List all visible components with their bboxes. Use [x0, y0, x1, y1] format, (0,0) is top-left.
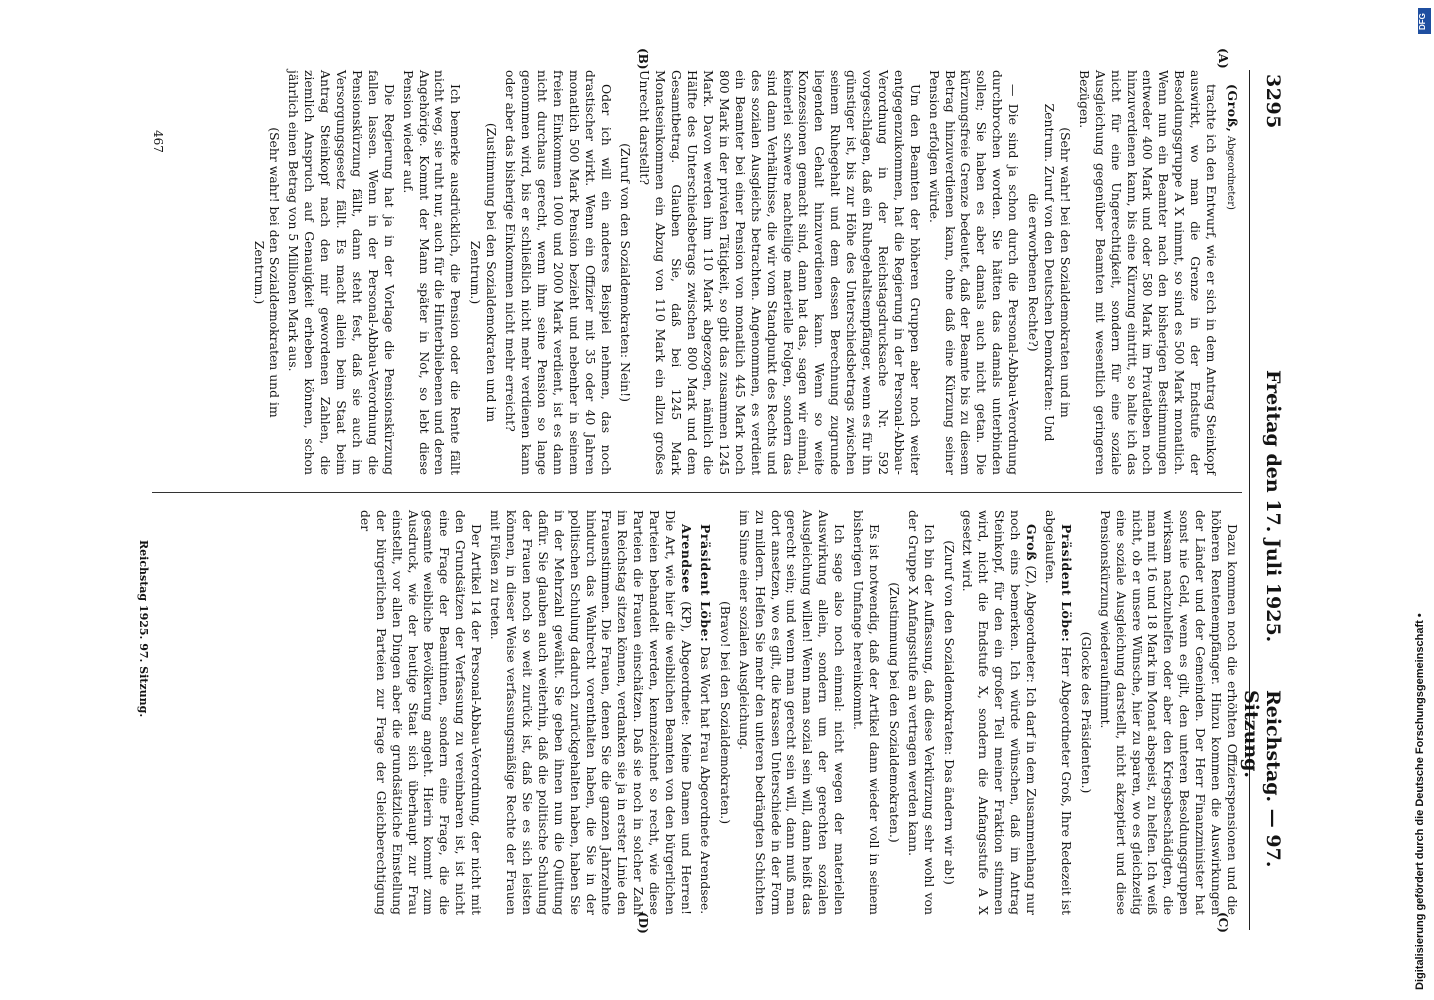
- interjection-text: (Zustimmung bei den Sozialdemokraten.): [886, 582, 902, 843]
- first-column: [247, 70, 1240, 475]
- speaker-paragraph: [487, 510, 694, 915]
- footer-source: Reichstag 1925. 97. Sitzung.: [137, 540, 150, 718]
- paragraph: Ich bin der Auffassung, daß diese Verkürzung sehr wohl von der Gruppe X Anfangsstufe an vertragen werden kann.: [905, 510, 937, 915]
- interjection: [618, 100, 634, 445]
- interjection: [886, 540, 902, 885]
- speech-text: (KP), Abgeordnete: Meine Damen und Herren! Die Art, wie hier die weiblichen Beamten von den bürgerlichen Parteien behandelt werden, kennzeichnet so recht, wie diese Parteien die Frauen einschätzen. Daß sie noch in solcher Zahl im Reichstag sitzen können, verdanken sie ja in erster Linie den Frauenstimmen. Die Frauen, denen Sie die ganzen Jahrzehnte hindurch das Wahlrecht vorenthalten haben, die Sie in der politischen Schulung dadurch zurückgehalten haben, haben Sie in der Mehrzahl gewählt. Sie geben ihnen nun die Quittung dafür. Sie glauben auch weiterhin, daß die politische Schulung der Frauen noch so weit zurück ist, daß Sie es sich leisten können, in dieser Weise verfassungsmäßige Rechte der Frauen mit Füßen zu treten.: [488, 510, 694, 915]
- paragraph: Dazu kommen noch die erhöhten Offizierspensionen und die höheren Rentenempfänger. Hinzu kommen die Auswirkungen der Länder und der Gemeinden. Der Herr Finanzminister hat sonst nie Geld, wenn es gilt, den unteren Besoldungsgruppen wirksam nachzuhelfen oder aber den Kriegsbeschädigten, die man mit 16 und 18 Mark im Monat abspeist, zu helfen. Ich weiß nicht, ob er unsere Wünsche, hier zu sparen, wo es gleichzeitig eine soziale Ausgleichung darstellt, nicht akzeptiert und diese Pensionskürzung wiederaufnimmt.: [1097, 510, 1240, 915]
- footer-page-count: 467: [151, 130, 165, 153]
- interjection: [941, 540, 957, 885]
- dfg-logo: DFG: [1418, 8, 1431, 34]
- interjection-text: (Zuruf von den Sozialdemokraten: Nein!): [618, 143, 634, 402]
- speech-text: Das Wort hat Frau Abgeordnete Arendsee.: [697, 642, 713, 915]
- page-number: 3295: [1262, 74, 1284, 129]
- interjection: [1025, 100, 1073, 445]
- margin-mark: (B): [636, 48, 650, 70]
- session-title: Reichstag. — 97. Sitzung.: [1240, 690, 1284, 868]
- speaker-paragraph: [960, 510, 1040, 915]
- margin-mark: (C): [1216, 912, 1230, 933]
- page-header: [1240, 70, 1290, 930]
- speaker-paragraph: [1222, 70, 1240, 475]
- interjection-text: (Sehr wahr! bei den Sozialdemokraten und im Zentrum. Zuruf von den Deutschen Demokraten: Und die erworbenen Rechte?): [1026, 103, 1073, 442]
- interjection: [467, 100, 499, 445]
- speech-text: (Z), Abgeordneter: Ich darf in dem Zusammenhang nur noch eins bemerken. Ich würde wünschen, daß im Antrag Steinkopf, für den ein großer Teil meiner Fraktion stimmen wird, nicht die Endstufe X, sondern die Anfangsstufe A X gesetzt wird.: [960, 510, 1040, 915]
- paragraph: Um den Beamten der höheren Gruppen aber noch weiter entgegenzukommen, hat die Regierung in der Personal-Abbau-Verordnung in der Reichstagsdrucksache Nr. 592 vorgeschlagen, daß ein Ruhegehaltsempfänger, wenn es für ihn günstiger ist, bis zur Höhe des Unterschiedsbetrags zwischen seinem Ruhegehalt und dem dessen Berechnung zugrunde liegenden Gehalt hinzuverdienen kann. Wenn so weite Konzessionen gemacht sind, dann hat das, sagen wir einmal, keinerlei schwere nachteilige materielle Folgen, sondern das sind dann Verhältnisse, die wir vom Standpunkt des Rechts und des sozialen Ausgleichs betrachten. Angenommen, es verdient ein Beamter bei einer Pension von monatlich 445 Mark noch 800 Mark in der privaten Tätigkeit, so gibt das zusammen 1245 Mark. Davon werden ihm 110 Mark abgezogen, nämlich die Hälfte des Unterschiedsbetrags zwischen 800 Mark und dem Gesamtbetrag. Glauben Sie, daß bei 1245 Mark Monatseinkommen ein Abzug von 110 Mark ein allzu großes Unrecht darstellt?: [637, 70, 923, 475]
- second-column: [354, 510, 1240, 915]
- column-divider: [152, 492, 1242, 493]
- interjection: [717, 540, 733, 885]
- speaker-name: (Groß,: [1225, 84, 1240, 133]
- paragraph: Ich bemerke ausdrücklich, die Pension oder die Rente fällt nicht weg, sie ruht nur, auch für die Hinterbliebenen und deren Angehörige. Kommt der Mann später in Not, so lebt diese Pension wieder auf.: [400, 70, 464, 475]
- speaker-name: Groß: [1024, 524, 1040, 562]
- speech-text: Herr Abgeordneter Groß, Ihre Redezeit ist abgelaufen.: [1043, 510, 1074, 916]
- interjection-text: (Zuruf von den Sozialdemokraten: Das ändern wir ab!): [941, 540, 957, 885]
- paragraph: Ich sage also noch einmal: nicht wegen der materiellen Auswirkung allein, sondern um der gerechten sozialen Ausgleichung willen! Wenn man sozial sein will, dann heißt das gerecht sein; und wenn man gerecht sein will, dann muß man dort ansetzen, wo es gilt, die krassen Unterschiede in der Form zu mildern. Helfen Sie mehr den unteren bedrängten Schichten im Sinne einer sozialen Ausgleichung.: [736, 510, 848, 915]
- rotated-page-content: [100, 48, 1290, 934]
- speaker-paragraph: [1042, 510, 1074, 915]
- paragraph: Oder ich will ein anderes Beispiel nehmen, das noch drastischer wirkt. Wenn ein Offizier mit 35 oder 40 Jahren monatlich 500 Mark Pension bezieht und nebenher in seinem freien Einkommen 1000 und 2000 Mark verdient, ist es dann nicht durchaus gerecht, wenn ihm seine Pension so lange genommen wird, bis er schließlich nicht mehr verdienen kann oder aber das bisherige Einkommen nicht mehr erreicht?: [503, 70, 614, 475]
- margin-mark: (D): [636, 912, 650, 934]
- interjection: [251, 100, 283, 445]
- interjection-text: (Glocke des Präsidenten.): [1078, 631, 1094, 794]
- speaker-name: Präsident Löbe:: [697, 524, 713, 643]
- margin-mark: (A): [1216, 48, 1230, 69]
- interjection-text: (Sehr wahr! bei den Sozialdemokraten und im Zentrum.): [251, 127, 283, 418]
- speaker-paragraph: [697, 510, 713, 915]
- paragraph: Es ist notwendig, daß der Artikel dann wieder voll in seinem bisherigen Umfange hereinkommt.: [851, 510, 882, 915]
- paragraph: trachte ich den Entwurf, wie er sich in dem Antrag Steinkopf auswirkt, wo man die Grenze in der Endstufe der Besoldungsgruppe A X nimmt, so sind es 500 Mark monatlich. Wenn nun ein Beamter nach den bisherigen Bestimmungen entweder 400 Mark und oder 580 Mark im Privatleben noch hinzuverdienen kann, bis eine Kürzung eintritt, so halte ich das nicht für eine Ungerechtigkeit, sondern für eine soziale Ausgleichung gegenüber Beamten mit wesentlich geringeren Bezügen.: [1076, 70, 1220, 475]
- interjection: [1078, 540, 1094, 885]
- interjection-text: (Bravo! bei den Sozialdemokraten.): [717, 600, 733, 825]
- interjection-text: (Zustimmung bei den Sozialdemokraten und im Zentrum.): [468, 122, 500, 423]
- speaker-role: Abgeordneter): [1225, 132, 1236, 210]
- paragraph: Die Regierung hat ja in der Vorlage die Pensionskürzung fallen lassen. Wenn in der Personal-Abbau-Verordnung die Pensionskürzung fällt, dann steht fest, daß sie auch im Versorgungsgesetz fällt. Es macht allein beim Staat beim Antrag Steinkopf nach den mir gewordenen Zahlen, die ziemlich Anspruch auf Genauigkeit erheben können, schon jährlich einen Betrag von 5 Millionen Mark aus.: [286, 70, 397, 475]
- page-date: Freitag den 17. Juli 1925.: [1262, 370, 1284, 643]
- paragraph: Der Artikel 14 der Personal-Abbau-Verordnung, der nicht mit den Grundsätzen der Verfassung zu vereinbaren ist, ist nicht eine Frage der Beamtinnen, sondern eine Frage, die die gesamte weibliche Bevölkerung angeht. Hierin kommt zum Ausdruck, wie der heutige Staat sich überhaupt zur Frau einstellt, vor allen Dingen aber die grundsätzliche Einstellung der bürgerlichen Parteien zur Frage der Gleichberechtigung der: [357, 510, 485, 915]
- paragraph: — Die sind ja schon durch die Personal-Abbau-Verordnung durchbrochen worden. Sie hätten das damals unterbinden sollen; Sie haben es aber damals auch nicht getan. Die kürzungsfreie Grenze bedeutet, daß der Beamte bis zu diesem Betrag hinzuverdienen kann, ohne daß eine Kürzung seiner Pension erfolgen würde.: [926, 70, 1022, 475]
- dfg-credit: [1414, 10, 1432, 990]
- speaker-name: Arendsee: [679, 524, 694, 594]
- credit-text: Digitalisierung gefördert durch die Deutsche Forschungsgemeinschaft •: [1414, 613, 1426, 990]
- speaker-name: Präsident Löbe:: [1058, 524, 1074, 643]
